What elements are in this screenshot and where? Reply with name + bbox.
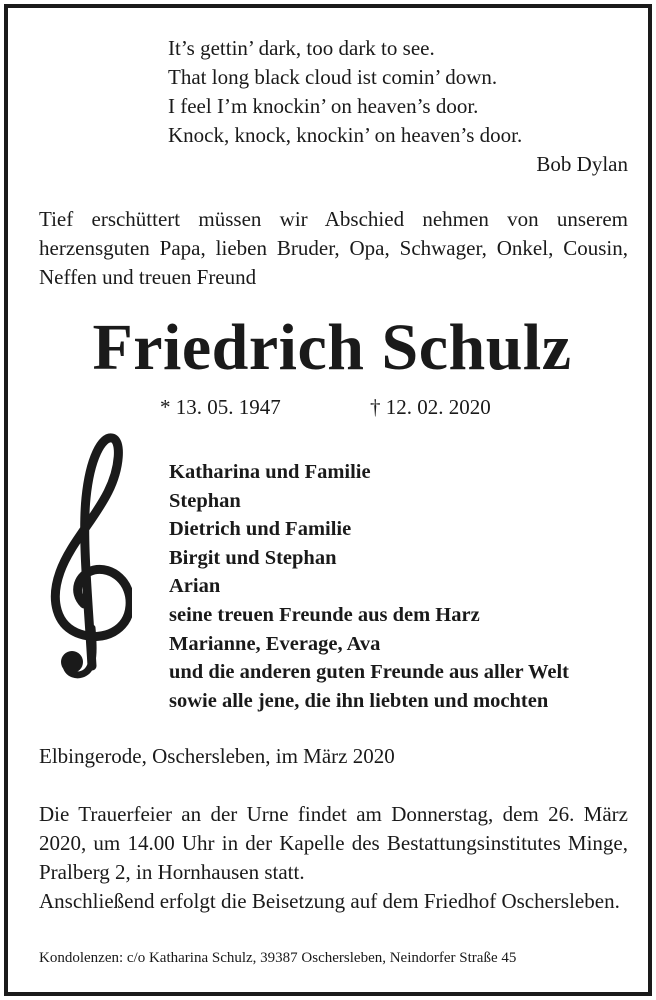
deceased-name: Friedrich Schulz xyxy=(92,311,572,384)
quote-line: That long black cloud ist comin’ down. xyxy=(168,65,498,89)
intro-text: Tief erschüttert müssen wir Abschied nehmen von unserem herzensguten Papa, lieben Bruder, Opa, Schwager, Onkel, Cousin, Neffen und treuen Freund xyxy=(39,207,628,289)
mourner-item: Dietrich und Familie xyxy=(169,518,352,541)
burial-paragraph: Anschließend erfolgt die Beisetzung auf dem Friedhof Oschersleben. xyxy=(39,889,620,913)
mourner-item: Stephan xyxy=(169,489,241,512)
mourner-item: sowie alle jene, die ihn liebten und mochten xyxy=(169,689,549,712)
quote-line: It’s gettin’ dark, too dark to see. xyxy=(168,36,435,60)
mourner-list xyxy=(169,458,639,715)
birth-date: * 13. 05. 1947 xyxy=(160,395,281,419)
condolence-address: Kondolenzen: c/o Katharina Schulz, 39387 Oschersleben, Neindorfer Straße 45 xyxy=(39,950,517,966)
quote-author: Bob Dylan xyxy=(536,152,628,176)
place-date: Elbingerode, Oschersleben, im März 2020 xyxy=(39,744,395,768)
quote-line: I feel I’m knockin’ on heaven’s door. xyxy=(168,94,479,118)
mourner-item: Birgit und Stephan xyxy=(169,546,337,569)
notice-frame xyxy=(4,4,652,996)
mourner-item: seine treuen Freunde aus dem Harz xyxy=(169,603,480,626)
mourner-item: und die anderen guten Freunde aus aller Welt xyxy=(169,661,570,684)
mourner-item: Katharina und Familie xyxy=(169,461,371,483)
quote-line: Knock, knock, knockin’ on heaven’s door. xyxy=(168,123,523,147)
notice-content xyxy=(8,8,648,992)
service-paragraph: Die Trauerfeier an der Urne findet am Donnerstag, dem 26. März 2020, um 14.00 Uhr in der Kapelle des Bestattungsinstitutes Minge, Pralberg 2, in Hornhausen statt. xyxy=(39,802,628,884)
service-info xyxy=(39,800,628,916)
mourner-item: Marianne, Everage, Ava xyxy=(169,632,381,655)
mourner-item: Arian xyxy=(169,575,221,598)
treble-clef-icon xyxy=(42,428,132,683)
quote-block xyxy=(168,34,628,179)
death-date: † 12. 02. 2020 xyxy=(370,395,491,419)
